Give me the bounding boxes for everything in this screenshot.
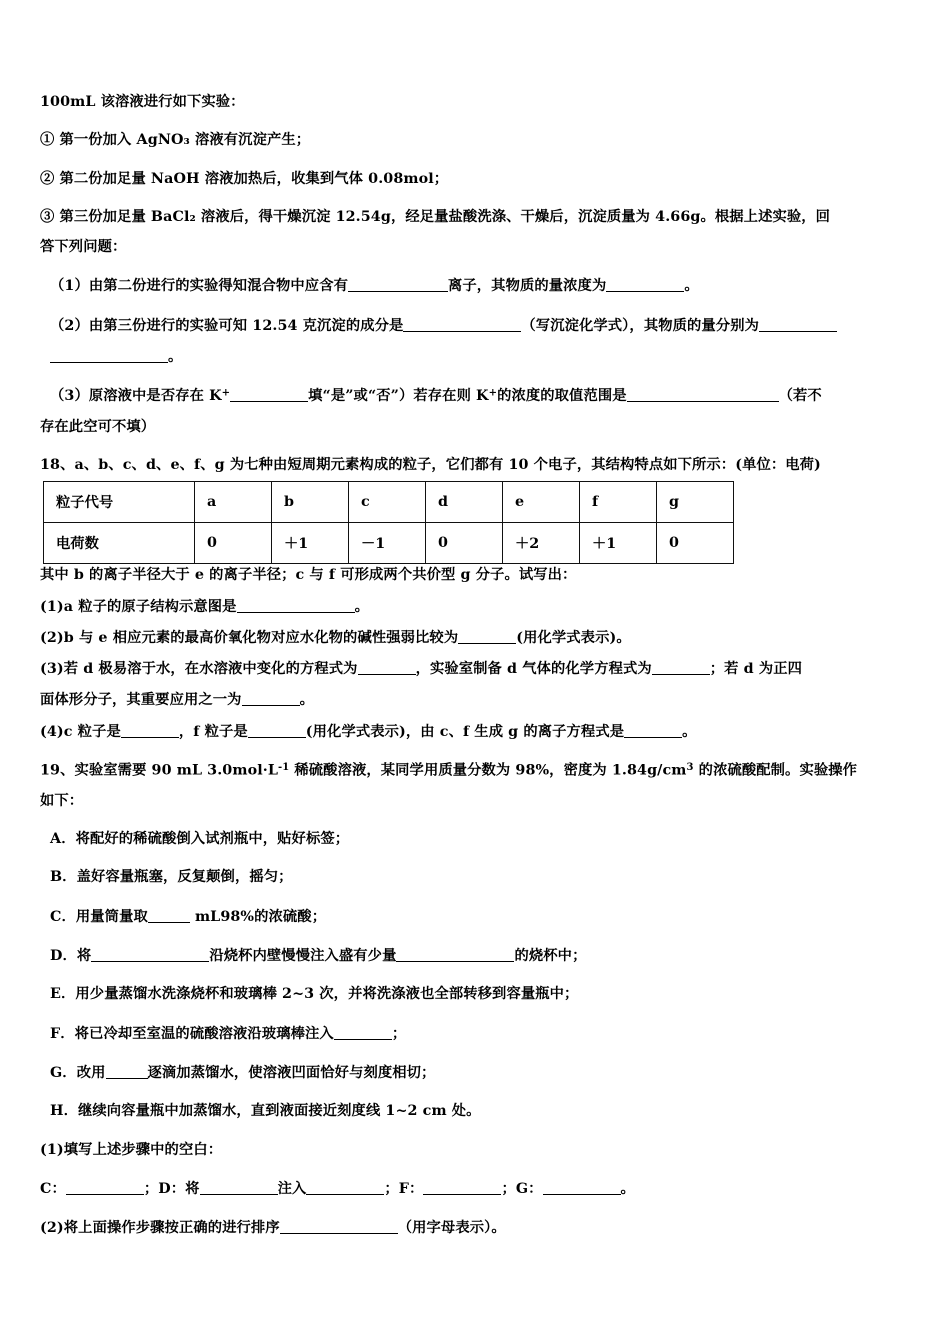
q19-stem-text-a: 19、实验室需要 90 mL 3.0mol·L [40,762,278,779]
q19-step-c-text-a: 用量筒量取 [75,908,148,925]
q18-sub3-blank-1[interactable] [358,661,416,675]
table-header-label-charge: 电荷数 [44,523,195,564]
q19-answer-end: 。 [620,1180,635,1197]
q17-sub3-text-c: 的浓度的取值范围是 [497,388,627,405]
q18-sub3-text-c: ；若 d 为正四 [709,661,803,678]
particle-charge-table [43,481,734,564]
q17-sub3-blank-1[interactable] [230,388,308,402]
q19-answer-2-text-a: (2)将上面操作步骤按正确的进行排序 [40,1220,280,1237]
q18-sub3-cont [40,692,920,707]
experiment-item-3: ③ 第三份加足量 BaCl₂ 溶液后，得干燥沉淀 12.54g，经足量盐酸洗涤、干燥后，沉淀质量为 4.66g。根据上述实验，回 [40,208,831,225]
q19-step-f-blank[interactable] [334,1026,392,1040]
q19-step-f-text-a: 将已冷却至室温的硫酸溶液沿玻璃棒注入 [74,1025,334,1042]
q19-answer-sep-1: ；D：将 [143,1180,200,1197]
q17-sub1-text-c: 。 [684,278,699,295]
q19-step-h-text: 继续向容量瓶中加蒸馏水，直到液面接近刻度线 1~2 cm 处。 [78,1103,481,1120]
table-row-charges [44,523,734,564]
q19-step-b-letter: B． [50,869,77,886]
q19-step-f [40,1026,920,1041]
q19-step-c [40,909,920,924]
table-cell-code-e: e [503,482,580,523]
q18-note: 其中 b 的离子半径大于 e 的离子半径；c 与 f 可形成两个共价型 g 分子。试写出： [40,567,577,584]
q17-sub2-cont [40,349,920,364]
q19-step-g-blank[interactable] [106,1065,148,1079]
q18-sub4-blank-1[interactable] [121,724,179,738]
table-cell-charge-d: 0 [426,523,503,564]
experiment-item-3-cont: 答下列问题： [40,239,127,256]
q18-sub3-text-b: ，实验室制备 d 气体的化学方程式为 [415,661,652,678]
q18-sub3-text-a: (3)若 d 极易溶于水，在水溶液中变化的方程式为 [40,661,358,678]
q19-step-g-letter: G． [50,1064,77,1081]
experiment-item-1: ① 第一份加入 AgNO₃ 溶液有沉淀产生； [40,132,311,149]
q17-sub1-blank-1[interactable] [348,278,448,292]
q18-sub4-blank-2[interactable] [248,724,306,738]
q18-sub4-text-a: (4)c 粒子是 [40,723,121,740]
q17-sub3-blank-2[interactable] [627,388,779,402]
table-cell-charge-f: ＋1 [580,523,657,564]
q19-step-d-letter: D． [50,948,77,965]
q19-step-d-text-c: 的烧杯中； [514,948,587,965]
q18-sub2-text-a: (2)b 与 e 相应元素的最高价氧化物对应水化物的碱性强弱比较为 [40,629,459,646]
q17-sub3-text-a: （3）原溶液中是否存在 K [50,388,222,405]
q17-sub2-text-b: （写沉淀化学式），其物质的量分别为 [521,317,760,334]
q19-step-a [40,832,920,846]
q19-step-b-text: 盖好容量瓶塞，反复颠倒，摇匀； [76,869,293,886]
q18-sub4-blank-3[interactable] [624,724,682,738]
q18-sub2-text-b: (用化学式表示)。 [516,629,631,646]
q19-step-d-text-b: 沿烧杯内壁慢慢注入盛有少量 [209,948,397,965]
q17-sub2-blank-3[interactable] [50,349,168,363]
q19-step-d-text-a: 将 [76,948,92,965]
table-cell-charge-b: ＋1 [272,523,349,564]
q17-sub3-text-d: （若不 [778,388,822,405]
q19-step-a-letter: A． [50,831,76,848]
molarity-exponent: -1 [277,762,290,774]
q19-answer-blank-d2[interactable] [306,1181,384,1195]
table-cell-code-a: a [195,482,272,523]
q18-sub4-text-c: (用化学式表示)，由 c、f 生成 g 的离子方程式是 [305,723,625,740]
q19-answer-2-text-b: （用字母表示）。 [397,1220,506,1237]
q19-step-e-text: 用少量蒸馏水洗涤烧杯和玻璃棒 2~3 次，并将洗涤液也全部转移到容量瓶中； [75,986,579,1003]
q19-answer-blank-f[interactable] [423,1181,501,1195]
q17-sub1-blank-2[interactable] [606,278,684,292]
q19-stem-text-c: 的浓硫酸配制。实验操作 [693,762,858,779]
q18-sub4 [40,724,920,739]
k-plus-superscript-1: + [221,387,231,399]
q19-answer-sep-3: ；F： [384,1180,424,1197]
intro-line-1: 100mL 该溶液进行如下实验： [40,94,245,110]
q19-step-b [40,870,920,884]
q19-answer-sep-4: ；G： [501,1180,543,1197]
q18-sub3-blank-3[interactable] [242,692,300,706]
q19-step-c-blank[interactable] [148,909,190,923]
q19-step-d-blank-1[interactable] [91,948,209,962]
q19-answer-blank-g[interactable] [543,1181,621,1195]
table-cell-code-d: d [426,482,503,523]
q19-answer-line [40,1181,920,1196]
q19-step-d-blank-2[interactable] [396,948,514,962]
q18-sub1-text-a: (1)a 粒子的原子结构示意图是 [40,598,237,615]
q17-sub3-text-b: 填“是”或“否”）若存在则 K [308,388,489,405]
q18-sub3-text-e: 。 [299,692,314,709]
table-row-codes [44,482,734,523]
q19-answer-sep-2: 注入 [277,1180,307,1197]
table-cell-code-b: b [272,482,349,523]
volume-exponent: 3 [686,762,694,774]
q19-answer-c-label: C： [40,1180,66,1197]
q19-stem [40,763,920,778]
q19-step-h [40,1104,920,1118]
q17-sub2-blank-2[interactable] [759,318,837,332]
q18-stem: 18、a、b、c、d、e、f、g 为七种由短周期元素构成的粒子，它们都有 10 个电子，其结构特点如下所示：(单位：电荷) [40,456,821,473]
experiment-item-2: ② 第二份加足量 NaOH 溶液加热后，收集到气体 0.08mol； [40,170,449,187]
q19-answer-2 [40,1220,920,1235]
q19-answer-1-label: (1)填写上述步骤中的空白： [40,1141,223,1158]
q19-step-h-letter: H． [50,1103,79,1120]
q18-sub4-text-d: 。 [682,723,697,740]
q17-sub2-text-c: 。 [168,349,183,366]
q17-sub3 [40,388,920,403]
q19-step-f-text-b: ； [391,1025,407,1042]
table-cell-code-g: g [657,482,734,523]
q19-step-e [40,987,920,1001]
q18-sub1-text-b: 。 [354,598,369,615]
q19-answer-blank-d1[interactable] [200,1181,278,1195]
q18-sub3-blank-2[interactable] [652,661,710,675]
q19-answer-blank-c[interactable] [66,1181,144,1195]
q17-sub2 [40,318,920,333]
table-cell-code-f: f [580,482,657,523]
q19-stem-cont: 如下： [40,792,84,809]
q17-sub1-text-a: （1）由第二份进行的实验得知混合物中应含有 [50,278,348,295]
q18-sub2-blank[interactable] [458,630,516,644]
q17-sub3-cont: 存在此空可不填） [40,418,156,435]
q17-sub1 [40,278,920,293]
q18-sub3 [40,661,920,676]
table-cell-charge-g: 0 [657,523,734,564]
q19-step-c-text-b: mL98%的浓硫酸； [189,908,327,925]
k-plus-superscript-2: + [488,387,498,399]
q17-sub1-text-b: 离子，其物质的量浓度为 [447,278,607,295]
table-cell-charge-e: ＋2 [503,523,580,564]
q18-sub4-text-b: ，f 粒子是 [178,723,248,740]
q18-sub2 [40,630,920,645]
table-header-label-code: 粒子代号 [44,482,195,523]
table-cell-charge-a: 0 [195,523,272,564]
q19-answer-2-blank[interactable] [280,1220,398,1234]
q19-stem-text-b: 稀硫酸溶液，某同学用质量分数为 98%，密度为 1.84g/cm [289,762,687,779]
q19-step-g-text-b: 逐滴加蒸馏水，使溶液凹面恰好与刻度相切； [147,1064,436,1081]
q18-sub1 [40,599,920,614]
q19-step-d [40,948,920,963]
q19-step-f-letter: F． [50,1025,75,1042]
q18-sub3-text-d: 面体形分子，其重要应用之一为 [40,692,242,709]
table-cell-code-c: c [349,482,426,523]
q19-step-e-letter: E． [50,986,76,1003]
q17-sub2-text-a: （2）由第三份进行的实验可知 12.54 克沉淀的成分是 [50,317,404,334]
q19-step-c-letter: C． [50,908,76,925]
q19-step-g-text-a: 改用 [76,1064,106,1081]
q19-step-g [40,1065,920,1080]
q18-sub1-blank[interactable] [237,599,355,613]
q17-sub2-blank-1[interactable] [403,318,521,332]
table-cell-charge-c: －1 [349,523,426,564]
q19-step-a-text: 将配好的稀硫酸倒入试剂瓶中，贴好标签； [75,831,350,848]
